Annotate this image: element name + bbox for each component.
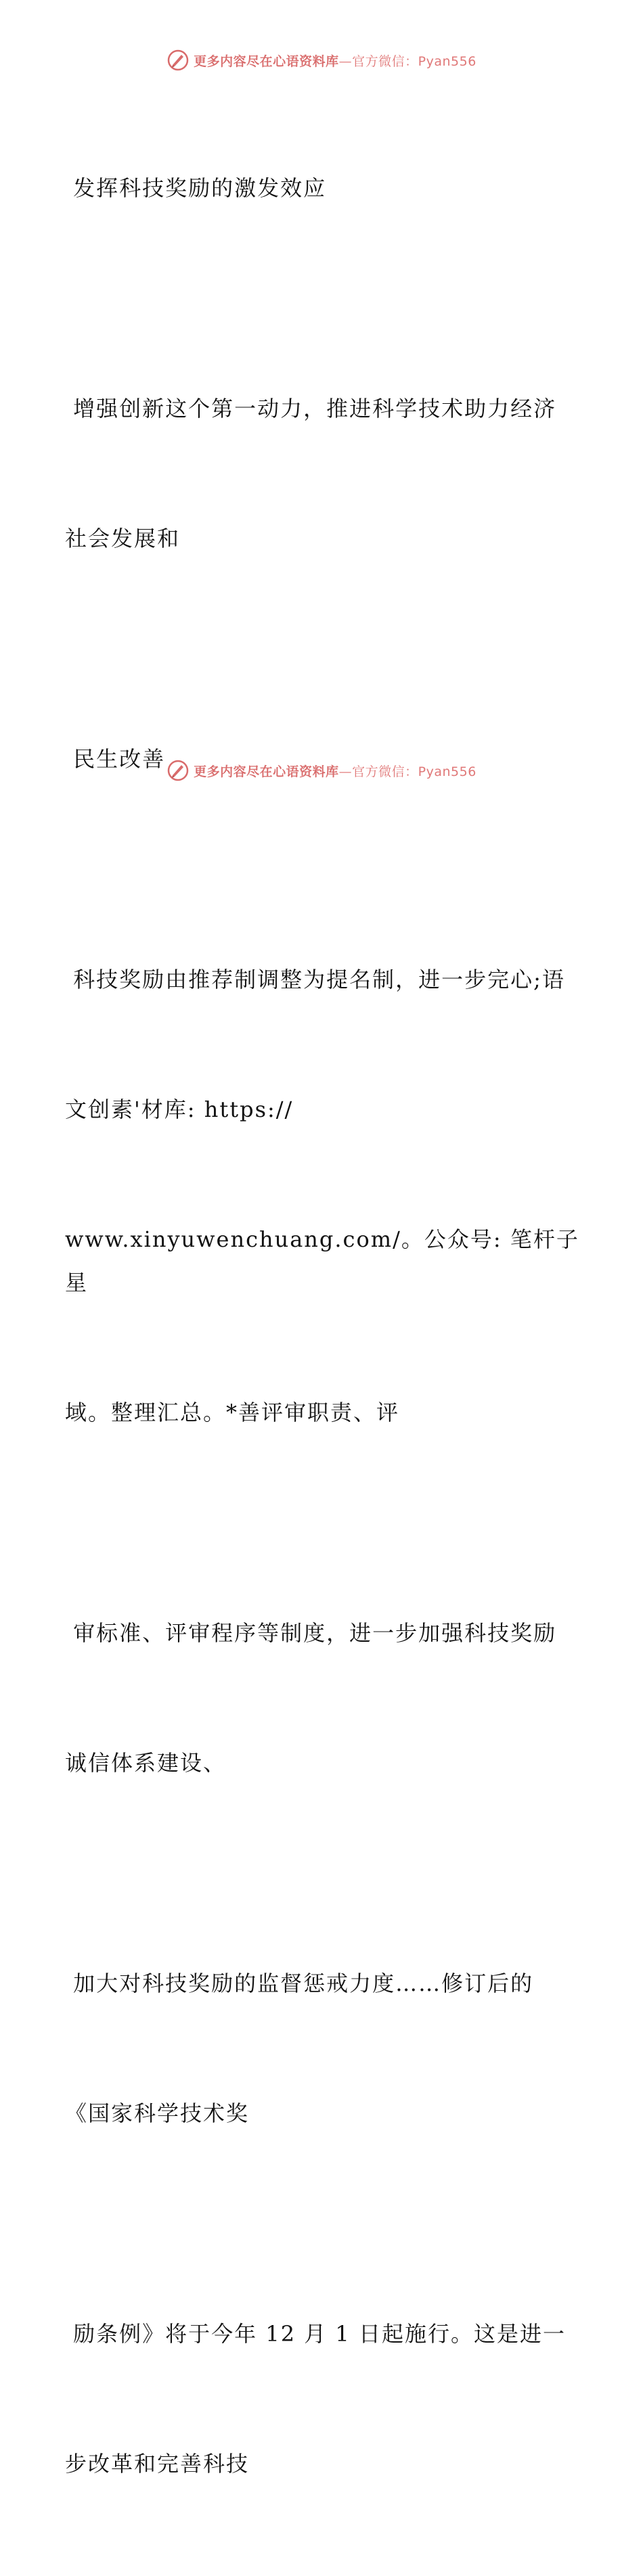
- paragraph-7: [65, 2226, 579, 2572]
- paragraph-5: [65, 1525, 579, 1871]
- body-line: 文创素'材库: https://: [65, 1097, 294, 1122]
- body-line: 审标准、评审程序等制度，进一步加强科技奖励: [65, 1620, 557, 1646]
- body-line: 发挥科技奖励的激发效应: [65, 175, 327, 201]
- header-banner-text: 更多内容尽在心语资料库—官方微信：Pyan556: [194, 53, 476, 69]
- pen-circle-logo-icon: [167, 49, 190, 72]
- body-line: 增强创新这个第一动力，推进科学技术助力经济: [65, 396, 557, 421]
- footer-banner-text: 更多内容尽在心语资料库—官方微信：Pyan556: [194, 764, 476, 779]
- document-body: [65, 80, 579, 2576]
- paragraph-4: [65, 871, 579, 1521]
- footer-banner: [0, 759, 643, 782]
- body-line: 励条例》将于今年 12 月 1 日起施行。这是进一: [65, 2321, 566, 2347]
- body-line: 诚信体系建设、: [65, 1750, 227, 1776]
- body-line: www.xinyuwenchuang.com/。公众号: 笔杆子星: [65, 1226, 579, 1295]
- pen-circle-logo-icon: [167, 759, 190, 782]
- body-line: 《国家科学技术奖: [65, 2100, 250, 2126]
- body-line: 民生改善: [65, 746, 166, 772]
- body-line: 社会发展和: [65, 526, 181, 551]
- body-line: 域。整理汇总。*善评审职责、评: [65, 1400, 400, 1425]
- body-line: 加大对科技奖励的监督惩戒力度……修订后的: [65, 1971, 534, 1996]
- header-banner: [0, 49, 643, 72]
- paragraph-1: [65, 80, 579, 296]
- body-line: 科技奖励由推荐制调整为提名制，进一步完心;语: [65, 967, 565, 992]
- body-line: 步改革和完善科技: [65, 2451, 250, 2477]
- paragraph-6: [65, 1875, 579, 2222]
- paragraph-2: [65, 300, 579, 647]
